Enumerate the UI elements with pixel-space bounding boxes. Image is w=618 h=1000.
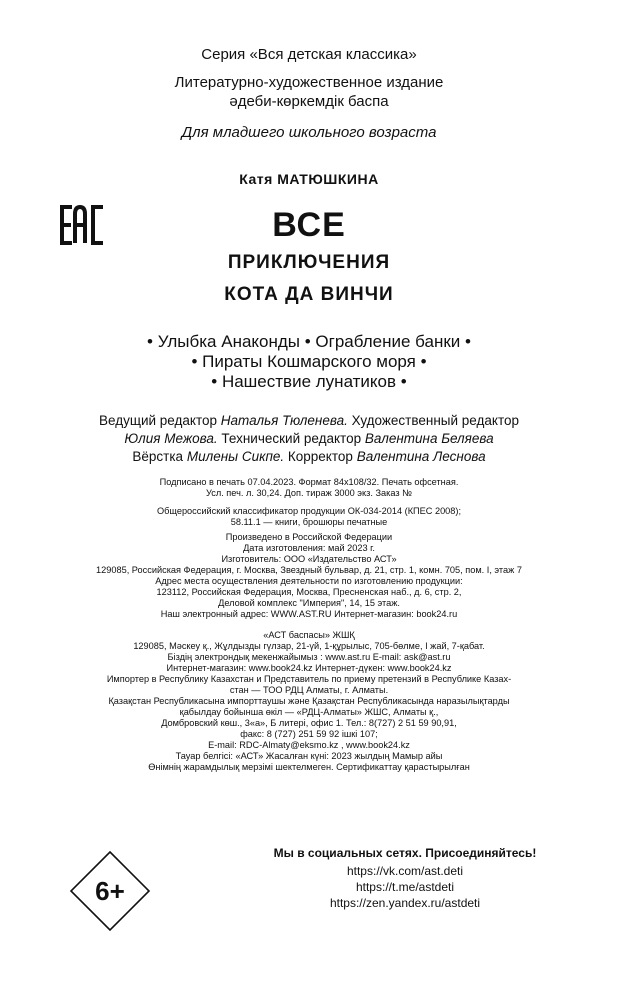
imprint-line: Дата изготовления: май 2023 г. [243, 543, 375, 553]
imprint-line-kz: стан — ТОО РДЦ Алматы, г. Алматы. [229, 685, 389, 695]
imprint-line: Деловой комплекс "Империя", 14, 15 этаж. [218, 598, 400, 608]
layout-name: Милены Сикпе. [186, 449, 285, 464]
imprint-line-kz: қабылдау бойынша өкіл — «РДЦ-Алматы» ЖШС, Алматы қ., [179, 707, 439, 717]
proofreader-name: Валентина Леснова [356, 449, 486, 464]
imprint-line-kz: E-mail: RDC-Almaty@eksmo.kz , www.book24.kz [208, 740, 410, 750]
lead-editor-name: Наталья Тюленева. [220, 413, 348, 428]
edition-type-kz: әдеби-көркемдік баспа [229, 93, 389, 110]
imprint-line-kz: 129085, Мәскеу қ., Жұлдызды гүлзар, 21-үй, 1-құрылыс, 705-бөлме, I жай, 7-қабат. [133, 641, 485, 651]
proofreader-label: Корректор [287, 449, 353, 464]
imprint-line-kz: факс: 8 (727) 251 59 92 ішкі 107; [240, 729, 378, 739]
age-group: Для младшего школьного возраста [181, 124, 437, 141]
credits-line-1 [0, 413, 618, 428]
art-editor-name: Юлия Межова. [124, 431, 218, 446]
imprint-line: Подписано в печать 07.04.2023. Формат 84х108/32. Печать офсетная. [159, 477, 459, 487]
tech-editor-label: Технический редактор [221, 431, 362, 446]
imprint-line-kz: «АСТ баспасы» ЖШҚ [263, 630, 355, 640]
edition-type-ru: Литературно-художественное издание [174, 74, 444, 91]
author-name: Катя МАТЮШКИНА [239, 171, 379, 187]
series-title: Серия «Вся детская классика» [201, 46, 417, 63]
art-editor-label: Художественный редактор [351, 413, 519, 428]
imprint-line-kz: Домбровский көш., 3«а», Б литері, офис 1. Тел.: 8(727) 2 51 59 90,91, [161, 718, 457, 728]
age-rating: 6+ [95, 876, 125, 906]
contents-line: • Пираты Кошмарского моря • [191, 352, 427, 371]
imprint-line-kz: Интернет-магазин: www.book24.kz Интернет-дүкен: www.book24.kz [166, 663, 452, 673]
social-link-vk[interactable]: https://vk.com/ast.deti [346, 864, 464, 878]
imprint-line: Изготовитель: ООО «Издательство АСТ» [221, 554, 397, 564]
imprint-line: Произведено в Российской Федерации [225, 532, 393, 542]
imprint-line-kz: Тауар белгісі: «АСТ» Жасалған күні: 2023 жылдың Мамыр айы [175, 751, 443, 761]
social-link-telegram[interactable]: https://t.me/astdeti [355, 880, 455, 894]
imprint-line-kz: Импортер в Республику Казахстан и Представитель по приему претензий в Республике Казах- [106, 674, 512, 684]
imprint-line-kz: Біздің электрондық мекенжайымыз : www.ast.ru E-mail: ask@ast.ru [167, 652, 451, 662]
credits-line-2 [0, 431, 618, 446]
layout-label: Вёрстка [132, 449, 184, 464]
imprint-line-kz: Өнімнің жарамдылық мерзімі шектелмеген. Сертификаттау қарастырылған [148, 762, 470, 772]
imprint-line: Усл. печ. л. 30,24. Доп. тираж 3000 экз. Заказ № [206, 488, 412, 498]
book-title-line-2: ПРИКЛЮЧЕНИЯ [227, 252, 391, 273]
lead-editor-label: Ведущий редактор [99, 413, 217, 428]
imprint-line: 129085, Российская Федерация, г. Москва, Звездный бульвар, д. 21, стр. 1, комн. 705, пом. I, этаж 7 [96, 565, 522, 575]
contents-line: • Нашествие лунатиков • [211, 372, 407, 391]
book-title-line-3: КОТА ДА ВИНЧИ [224, 284, 394, 305]
imprint-line: 58.11.1 — книги, брошюры печатные [230, 517, 388, 527]
contents-line: • Улыбка Анаконды • Ограбление банки • [147, 332, 471, 351]
imprint-line: Адрес места осуществления деятельности по изготовлению продукции: [155, 576, 463, 586]
tech-editor-name: Валентина Беляева [364, 431, 494, 446]
social-heading: Мы в социальных сетях. Присоединяйтесь! [273, 846, 537, 860]
imprint-line: 123112, Российская Федерация, Москва, Пресненская наб., д. 6, стр. 2, [156, 587, 462, 597]
social-link-zen[interactable]: https://zen.yandex.ru/astdeti [329, 896, 481, 910]
book-title-line-1: ВСЕ [272, 206, 346, 244]
credits-line-3 [0, 449, 618, 464]
imprint-line: Общероссийский классификатор продукции ОК-034-2014 (КПЕС 2008); [156, 506, 462, 516]
imprint-contacts-ru: Наш электронный адрес: WWW.AST.RU Интернет-магазин: book24.ru [160, 609, 458, 619]
imprint-line-kz: Қазақстан Республикасына импорттаушы және Қазақстан Республикасында наразылықтарды [108, 696, 510, 706]
